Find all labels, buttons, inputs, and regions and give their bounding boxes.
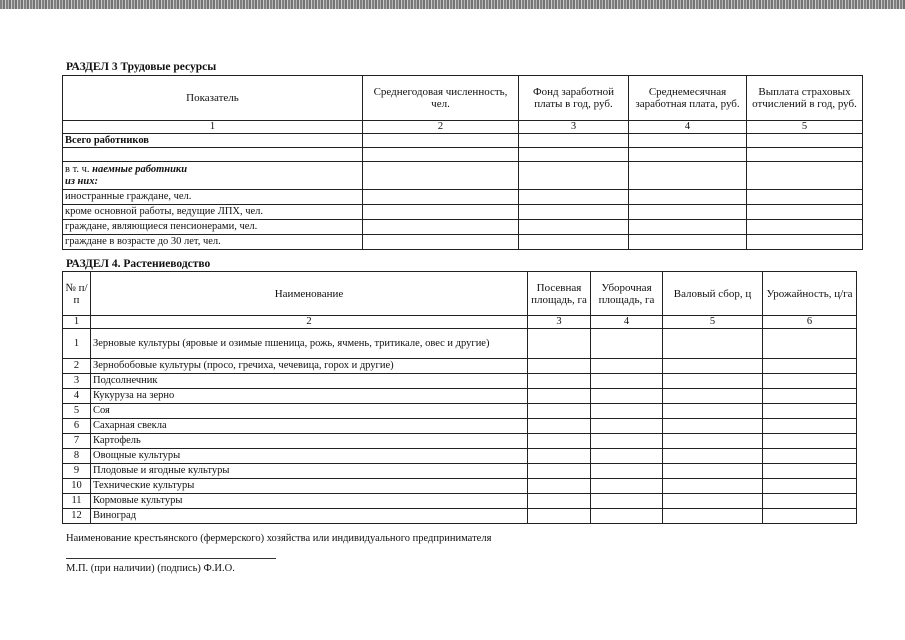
col-number: 2 <box>363 121 519 134</box>
row-total-workers: Всего работников <box>63 134 363 148</box>
input-cell[interactable] <box>528 449 591 464</box>
crop-name: Овощные культуры <box>91 449 528 464</box>
input-cell[interactable] <box>763 404 857 419</box>
col-number: 5 <box>663 316 763 329</box>
input-cell[interactable] <box>629 162 747 190</box>
input-cell[interactable] <box>591 479 663 494</box>
input-cell[interactable] <box>629 220 747 235</box>
col-number: 2 <box>91 316 528 329</box>
input-cell[interactable] <box>763 494 857 509</box>
input-cell[interactable] <box>528 434 591 449</box>
input-cell[interactable] <box>763 389 857 404</box>
scan-edge <box>0 0 905 9</box>
input-cell[interactable] <box>763 419 857 434</box>
input-cell[interactable] <box>528 479 591 494</box>
input-cell[interactable] <box>663 509 763 524</box>
header-name: Наименование <box>91 272 528 316</box>
input-cell[interactable] <box>528 509 591 524</box>
col-number: 1 <box>63 316 91 329</box>
input-cell[interactable] <box>747 190 863 205</box>
input-cell[interactable] <box>763 464 857 479</box>
input-cell[interactable] <box>591 449 663 464</box>
crop-number: 2 <box>63 359 91 374</box>
input-cell[interactable] <box>591 404 663 419</box>
header-avg-headcount: Среднегодовая численность, чел. <box>363 76 519 121</box>
input-cell[interactable] <box>663 434 763 449</box>
input-cell[interactable] <box>663 479 763 494</box>
section4-title: РАЗДЕЛ 4. Растениеводство <box>66 258 211 270</box>
input-cell[interactable] <box>591 419 663 434</box>
crop-name: Технические культуры <box>91 479 528 494</box>
row-under-30: граждане в возрасте до 30 лет, чел. <box>63 235 363 250</box>
input-cell[interactable] <box>528 359 591 374</box>
input-cell[interactable] <box>629 190 747 205</box>
input-cell[interactable] <box>663 404 763 419</box>
input-cell[interactable] <box>629 235 747 250</box>
col-number: 3 <box>519 121 629 134</box>
crop-name: Картофель <box>91 434 528 449</box>
col-number: 3 <box>528 316 591 329</box>
input-cell[interactable] <box>591 434 663 449</box>
input-cell[interactable] <box>528 374 591 389</box>
input-cell[interactable] <box>519 134 629 148</box>
section3-title: РАЗДЕЛ 3 Трудовые ресурсы <box>66 61 217 73</box>
row-foreign-citizens: иностранные граждане, чел. <box>63 190 363 205</box>
header-gross-yield: Валовый сбор, ц <box>663 272 763 316</box>
input-cell[interactable] <box>591 359 663 374</box>
input-cell[interactable] <box>528 389 591 404</box>
input-cell[interactable] <box>763 374 857 389</box>
input-cell[interactable] <box>763 479 857 494</box>
col-number: 6 <box>763 316 857 329</box>
crop-number: 10 <box>63 479 91 494</box>
signature-label: М.П. (при наличии) (подпись) Ф.И.О. <box>66 563 235 574</box>
crop-name: Плодовые и ягодные культуры <box>91 464 528 479</box>
input-cell[interactable] <box>763 449 857 464</box>
input-cell[interactable] <box>528 494 591 509</box>
input-cell[interactable] <box>663 374 763 389</box>
input-cell[interactable] <box>763 329 857 359</box>
header-insurance-payments: Выплата страховых отчислений в год, руб. <box>747 76 863 121</box>
crop-name: Подсолнечник <box>91 374 528 389</box>
signature-line <box>66 558 276 559</box>
crop-number: 11 <box>63 494 91 509</box>
labor-resources-table <box>62 75 863 250</box>
input-cell[interactable] <box>528 329 591 359</box>
input-cell[interactable] <box>519 235 629 250</box>
input-cell[interactable] <box>747 235 863 250</box>
hired-label: наемные работники <box>92 163 188 175</box>
row-hired-workers <box>63 162 363 190</box>
input-cell[interactable] <box>528 464 591 479</box>
input-cell[interactable] <box>763 359 857 374</box>
crop-number: 1 <box>63 329 91 359</box>
input-cell[interactable] <box>363 134 519 148</box>
input-cell[interactable] <box>763 509 857 524</box>
crop-name: Зернобобовые культуры (просо, гречиха, чечевица, горох и другие) <box>91 359 528 374</box>
input-cell[interactable] <box>363 148 519 162</box>
blank-cell <box>63 148 363 162</box>
crop-name: Виноград <box>91 509 528 524</box>
input-cell[interactable] <box>747 134 863 148</box>
input-cell[interactable] <box>591 509 663 524</box>
input-cell[interactable] <box>519 148 629 162</box>
crop-name: Зерновые культуры (яровые и озимые пшеница, рожь, ячмень, тритикале, овес и другие) <box>91 329 528 359</box>
input-cell[interactable] <box>763 434 857 449</box>
header-wage-fund: Фонд заработной платы в год, руб. <box>519 76 629 121</box>
input-cell[interactable] <box>363 235 519 250</box>
input-cell[interactable] <box>591 374 663 389</box>
input-cell[interactable] <box>629 205 747 220</box>
col-number: 4 <box>629 121 747 134</box>
input-cell[interactable] <box>363 205 519 220</box>
input-cell[interactable] <box>519 190 629 205</box>
input-cell[interactable] <box>747 148 863 162</box>
of-them-label: из них: <box>65 175 98 187</box>
input-cell[interactable] <box>663 494 763 509</box>
input-cell[interactable] <box>747 220 863 235</box>
crop-name: Кормовые культуры <box>91 494 528 509</box>
col-number: 4 <box>591 316 663 329</box>
crop-number: 12 <box>63 509 91 524</box>
col-number: 5 <box>747 121 863 134</box>
hired-prefix: в т. ч. <box>65 163 93 175</box>
header-harvested-area: Уборочная площадь, га <box>591 272 663 316</box>
crop-number: 5 <box>63 404 91 419</box>
input-cell[interactable] <box>363 162 519 190</box>
row-pensioners: граждане, являющиеся пенсионерами, чел. <box>63 220 363 235</box>
input-cell[interactable] <box>528 419 591 434</box>
input-cell[interactable] <box>591 464 663 479</box>
header-indicator: Показатель <box>63 76 363 121</box>
input-cell[interactable] <box>363 190 519 205</box>
input-cell[interactable] <box>663 359 763 374</box>
crop-name: Кукуруза на зерно <box>91 389 528 404</box>
input-cell[interactable] <box>663 329 763 359</box>
header-avg-monthly-wage: Среднемесячная заработная плата, руб. <box>629 76 747 121</box>
input-cell[interactable] <box>363 220 519 235</box>
crop-number: 7 <box>63 434 91 449</box>
input-cell[interactable] <box>747 205 863 220</box>
input-cell[interactable] <box>591 494 663 509</box>
input-cell[interactable] <box>629 148 747 162</box>
crop-name: Соя <box>91 404 528 419</box>
crop-number: 4 <box>63 389 91 404</box>
header-row-number: № п/п <box>63 272 91 316</box>
row-private-farm-holders: кроме основной работы, ведущие ЛПХ, чел. <box>63 205 363 220</box>
crop-number: 9 <box>63 464 91 479</box>
header-sown-area: Посевная площадь, га <box>528 272 591 316</box>
input-cell[interactable] <box>663 419 763 434</box>
crop-number: 3 <box>63 374 91 389</box>
crop-production-table <box>62 271 857 524</box>
input-cell[interactable] <box>629 134 747 148</box>
input-cell[interactable] <box>663 449 763 464</box>
input-cell[interactable] <box>519 205 629 220</box>
input-cell[interactable] <box>663 389 763 404</box>
input-cell[interactable] <box>747 162 863 190</box>
input-cell[interactable] <box>519 220 629 235</box>
header-yield-per-ha: Урожайность, ц/га <box>763 272 857 316</box>
crop-number: 6 <box>63 419 91 434</box>
crop-name: Сахарная свекла <box>91 419 528 434</box>
input-cell[interactable] <box>663 464 763 479</box>
input-cell[interactable] <box>591 389 663 404</box>
col-number: 1 <box>63 121 363 134</box>
input-cell[interactable] <box>519 162 629 190</box>
input-cell[interactable] <box>591 329 663 359</box>
crop-number: 8 <box>63 449 91 464</box>
input-cell[interactable] <box>528 404 591 419</box>
enterprise-name-label: Наименование крестьянского (фермерского) хозяйства или индивидуального предпринимателя <box>66 533 492 544</box>
